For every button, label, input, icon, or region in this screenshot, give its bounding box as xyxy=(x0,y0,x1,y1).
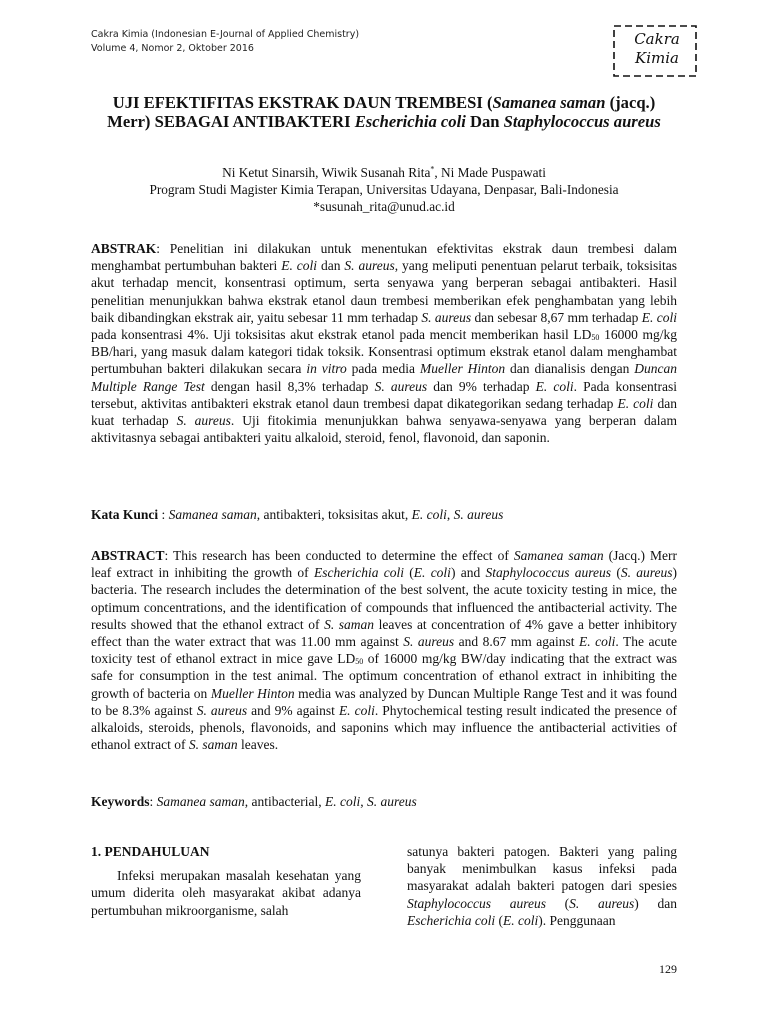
abstrak-label: ABSTRAK xyxy=(91,241,157,256)
body-column-right: satunya bakteri patogen. Bakteri yang paling banyak menimbulkan kasus infeksi pada masyarakat adalah bakteri patogen dari spesies Staphylococcus aureus (S. aureus) dan Escherichia coli (E. coli). Penggunaan xyxy=(407,844,677,928)
kata-kunci-label: Kata Kunci xyxy=(91,507,159,522)
corresponding-email: *susunah_rita@unud.ac.id xyxy=(313,199,455,214)
abstract-label: ABSTRACT xyxy=(91,548,165,563)
logo-line-1: Cakra xyxy=(634,30,680,48)
section-heading: 1. PENDAHULUAN xyxy=(91,844,210,859)
affiliation: Program Studi Magister Kimia Terapan, Universitas Udayana, Denpasar, Bali-Indonesia xyxy=(149,182,619,197)
journal-logo xyxy=(612,24,698,78)
journal-header xyxy=(91,28,359,56)
abstrak-paragraph: ABSTRAK: Penelitian ini dilakukan untuk menentukan efektivitas ekstrak daun trembesi dalam menghambat pertumbuhan bakteri E. coli dan S. aureus, yang meliputi penentuan pelarut terbaik, toksisitas akut terhadap mencit, konsentrasi optimum, serta senyawa yang berperan sebagai antibakteri. Hasil penelitian menunjukkan bahwa ekstrak etanol daun trembesi memberikan efek penghambatan yang lebih baik dibandingkan ekstrak air, yaitu sebesar 11 mm terhadap S. aureus dan sebesar 8,67 mm terhadap E. coli pada konsentrasi 4%. Uji toksisitas akut ekstrak etanol pada mencit memberikan hasil $LD_{50}$ 16000 mg/kg BB/hari, yang masuk dalam kategori tidak toksik. Konsentrasi optimum ekstrak etanol dalam menghambat pertumbuhan bakteri dilakukan secara in vitro pada media Mueller Hinton dan dianalisis dengan Duncan Multiple Range Test dengan hasil 8,3% terhadap S. aureus dan 9% terhadap E. coli. Pada konsentrasi tersebut, aktivitas antibakteri ekstrak etanol daun trembesi dapat dikategorikan sedang terhadap E. coli dan kuat terhadap S. aureus. Uji fitokimia menunjukkan bahwa senyawa-senyawa yang berperan dalam aktivitasnya sebagai antibakteri yaitu alkaloid, steroid, fenol, flavonoid, dan saponin. xyxy=(91,241,678,446)
keywords: Keywords: Samanea saman, antibacterial, E. coli, S. aureus xyxy=(91,794,417,809)
keywords-label: Keywords xyxy=(91,794,150,809)
author-names: Ni Ketut Sinarsih, Wiwik Susanah Rita*, Ni Made Puspawati xyxy=(222,164,546,180)
paper-title: UJI EFEKTIFITAS EKSTRAK DAUN TREMBESI (Samanea saman (jacq.) Merr) SEBAGAI ANTIBAKTERI Escherichia coli Dan Staphylococcus aureus xyxy=(107,93,661,131)
author-block xyxy=(91,164,677,215)
page-number: 129 xyxy=(659,962,677,976)
kata-kunci: Kata Kunci : Samanea saman, antibakteri, toksisitas akut, E. coli, S. aureus xyxy=(91,507,504,522)
abstract-paragraph: ABSTRACT: This research has been conducted to determine the effect of Samanea saman (Jacq.) Merr leaf extract in inhibiting the growth of Escherichia coli (E. coli) and Staphylococcus aureus (S. aureus) bacteria. The research includes the determination of the best solvent, the acute toxicity testing in mice, the optimum concentrations, and the identification of compounds that influenced the antibacterial activity. The results showed that the ethanol extract of S. saman leaves at concentration of 4% gave a better inhibitory effect than the water extract that was 11.00 mm against S. aureus and 8.67 mm against E. coli. The acute toxicity test of ethanol extract in mice gave $LD_{50}$ of 16000 mg/kg BW/day indicating that the extract was safe for consumption in the test animal. The optimum concentration of ethanol extract in inhibiting the growth of bacteria on Mueller Hinton media was analyzed by Duncan Multiple Range Test and it was found to be 8.3% against S. aureus and 9% against E. coli. Phytochemical testing result indicated the presence of alkaloids, steroids, phenols, flavonoids, and saponins which may influence the antibacterial activities of ethanol extract of S. saman leaves. xyxy=(91,548,678,753)
journal-name: Cakra Kimia (Indonesian E-Journal of Applied Chemistry) xyxy=(91,29,360,40)
body-column-left xyxy=(91,843,361,919)
journal-volume: Volume 4, Nomor 2, Oktober 2016 xyxy=(91,43,254,54)
intro-paragraph-left: Infeksi merupakan masalah kesehatan yang umum diderita oleh masyarakat akibat adanya pertumbuhan mikroorganisme, salah xyxy=(91,868,361,918)
logo-line-2: Kimia xyxy=(635,49,679,67)
